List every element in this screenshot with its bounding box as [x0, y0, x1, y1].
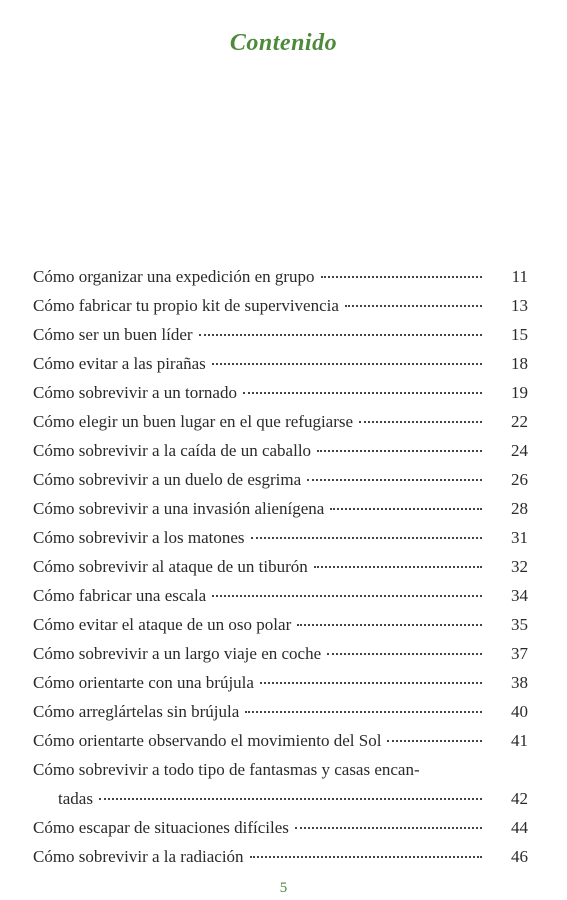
toc-entry — [33, 291, 528, 320]
toc-entry — [33, 407, 528, 436]
toc-page-number: 37 — [511, 644, 528, 663]
toc-entry-line: Cómo sobrevivir a todo tipo de fantasmas y casas encan- — [33, 760, 420, 779]
toc-entry-title: tadas — [58, 789, 93, 808]
toc-entry-title: Cómo fabricar una escala — [33, 586, 207, 605]
toc-page-number: 22 — [511, 412, 528, 431]
toc-entry-title: Cómo sobrevivir al ataque de un tiburón — [33, 557, 308, 576]
toc-entry-title: Cómo sobrevivir a una invasión alienígena — [33, 499, 325, 518]
dot-leader — [99, 798, 482, 800]
toc-entry-title: Cómo escapar de situaciones difíciles — [33, 818, 289, 837]
toc-page-number: 19 — [511, 383, 528, 402]
toc-page-number: 46 — [511, 847, 528, 866]
toc-entry — [33, 639, 528, 668]
toc-page-number: 34 — [511, 586, 528, 605]
toc-entry-title: Cómo sobrevivir a un largo viaje en coche — [33, 644, 322, 663]
toc-entry-title: Cómo sobrevivir a la caída de un caballo — [33, 441, 312, 460]
toc-page-number: 41 — [511, 731, 528, 750]
toc-entry — [33, 726, 528, 755]
toc-entry — [33, 320, 528, 349]
toc-entry-title: Cómo sobrevivir a los matones — [33, 528, 245, 547]
dot-leader — [314, 566, 482, 568]
dot-leader — [327, 653, 482, 655]
toc-page-number: 26 — [511, 470, 528, 489]
dot-leader — [243, 392, 482, 394]
toc-page-number: 28 — [511, 499, 528, 518]
toc-entry — [33, 610, 528, 639]
dot-leader — [212, 595, 482, 597]
toc-entry — [33, 523, 528, 552]
table-of-contents — [33, 262, 528, 871]
toc-entry — [33, 784, 528, 813]
toc-entry — [33, 262, 528, 291]
dot-leader — [307, 479, 482, 481]
dot-leader — [321, 276, 482, 278]
toc-entry — [33, 581, 528, 610]
toc-page-number: 24 — [511, 441, 528, 460]
dot-leader — [317, 450, 482, 452]
page-title: Contenido — [229, 30, 338, 56]
dot-leader — [260, 682, 482, 684]
toc-entry-title: Cómo orientarte observando el movimiento del Sol — [33, 731, 382, 750]
toc-page-number: 42 — [511, 789, 528, 808]
toc-page-number: 38 — [511, 673, 528, 692]
dot-leader — [245, 711, 482, 713]
dot-leader — [250, 856, 482, 858]
toc-entry-title: Cómo sobrevivir a la radiación — [33, 847, 244, 866]
toc-entry — [33, 552, 528, 581]
toc-page-number: 31 — [511, 528, 528, 547]
dot-leader — [199, 334, 482, 336]
toc-page-number: 32 — [511, 557, 528, 576]
toc-entry-title: Cómo arreglártelas sin brújula — [33, 702, 240, 721]
toc-entry — [33, 697, 528, 726]
dot-leader — [330, 508, 482, 510]
dot-leader — [251, 537, 482, 539]
toc-entry-title: Cómo evitar a las pirañas — [33, 354, 206, 373]
toc-entry — [33, 842, 528, 871]
toc-entry — [33, 465, 528, 494]
toc-entry-title: Cómo fabricar tu propio kit de supervivencia — [33, 296, 339, 315]
toc-entry — [33, 813, 528, 842]
toc-page-number: 44 — [511, 818, 528, 837]
toc-page-number: 11 — [511, 267, 528, 286]
toc-entry-title: Cómo sobrevivir a un tornado — [33, 383, 237, 402]
dot-leader — [295, 827, 482, 829]
toc-page-number: 35 — [511, 615, 528, 634]
toc-entry — [33, 494, 528, 523]
toc-entry — [33, 349, 528, 378]
folio-number: 5 — [279, 880, 288, 896]
toc-page-number: 18 — [511, 354, 528, 373]
toc-page-number: 15 — [511, 325, 528, 344]
toc-entry — [33, 378, 528, 407]
toc-entry-title: Cómo ser un buen líder — [33, 325, 193, 344]
dot-leader — [387, 740, 482, 742]
dot-leader — [359, 421, 482, 423]
dot-leader — [212, 363, 482, 365]
toc-entry — [33, 668, 528, 697]
toc-entry — [33, 436, 528, 465]
toc-entry-title: Cómo elegir un buen lugar en el que refugiarse — [33, 412, 354, 431]
toc-page-number: 13 — [511, 296, 528, 315]
dot-leader — [297, 624, 482, 626]
toc-entry-title: Cómo sobrevivir a un duelo de esgrima — [33, 470, 302, 489]
toc-entry-title: Cómo orientarte con una brújula — [33, 673, 254, 692]
dot-leader — [345, 305, 482, 307]
toc-page-number: 40 — [511, 702, 528, 721]
toc-entry-title: Cómo evitar el ataque de un oso polar — [33, 615, 292, 634]
toc-entry-title: Cómo organizar una expedición en grupo — [33, 267, 315, 286]
